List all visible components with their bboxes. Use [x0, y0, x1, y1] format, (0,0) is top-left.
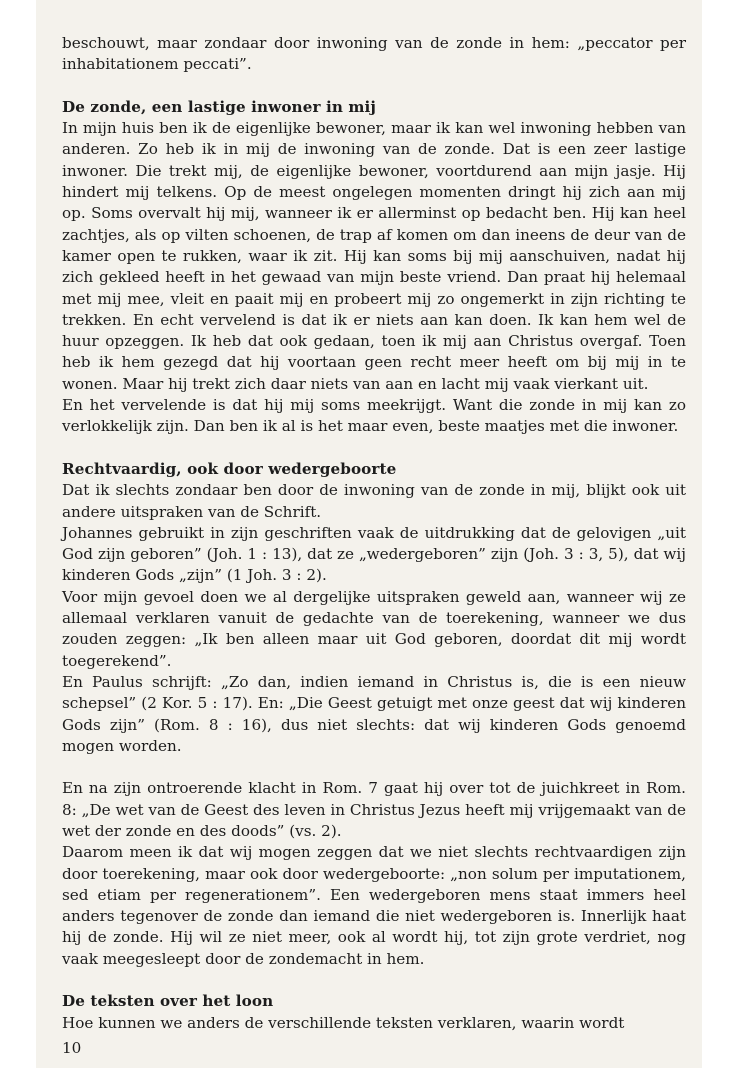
paragraph-gap	[62, 757, 686, 778]
paragraph: Hoe kunnen we anders de verschillende teksten verklaren, waarin wordt	[62, 1013, 625, 1032]
paragraph: In mijn huis ben ik de eigenlijke bewoner, maar ik kan wel inwoning hebben van anderen. Zo heb ik in mij de inwoning van de zonde. Dat is een zeer lastige inwoner. Die trekt mij, de eigenlijke bewoner, voortdurend aan mijn jasje. Hij hindert mij telkens. Op de meest ongelegen momenten dringt hij zich aan mij op. Soms overvalt hij mij, wanneer ik er allerminst op bedacht ben. Hij kan heel zachtjes, als op vilten schoenen, de trap af komen om dan ineens de deur van de kamer open te rukken, waar ik zit. Hij kan soms bij mij aanschuiven, nadat hij zich gekleed heeft in het gewaad van mijn beste vriend. Dan praat hij helemaal met mij mee, vleit en paait mij en probeert mij zo ongemerkt in zijn richting te trekken. En echt vervelend is dat ik er niets aan kan doen. Ik kan hem wel de huur opzeggen. Ik heb dat ook gedaan, toen ik mij aan Christus overgaf. Toen heb ik hem gezegd dat hij voortaan geen recht meer heeft om bij mij in te wonen. Maar hij trekt zich daar niets van aan en lacht mij vaak vierkant uit.	[62, 119, 686, 393]
section-heading: Rechtvaardig, ook door wedergeboorte	[62, 459, 397, 478]
section-gap	[62, 76, 686, 97]
intro-paragraph: beschouwt, maar zondaar door inwoning van de zonde in hem: „peccator per inhabitationem peccati”.	[62, 34, 686, 74]
paragraph: En het vervelende is dat hij mij soms meekrijgt. Want die zonde in mij kan zo verlokkelijk zijn. Dan ben ik al is het maar even, beste maatjes met die inwoner.	[62, 396, 686, 436]
paragraph: Dat ik slechts zondaar ben door de inwoning van de zonde in mij, blijkt ook uit andere uitspraken van de Schrift.	[62, 481, 686, 521]
section-heading: De zonde, een lastige inwoner in mij	[62, 97, 376, 116]
book-page	[36, 0, 702, 1068]
section-gap	[62, 970, 686, 991]
paragraph: Johannes gebruikt in zijn geschriften vaak de uitdrukking dat de gelovigen „uit God zijn geboren” (Joh. 1 : 13), dat ze „wedergeboren” zijn (Joh. 3 : 3, 5), dat wij kinderen Gods „zijn” (1 Joh. 3 : 2).	[62, 523, 686, 585]
paragraph: Voor mijn gevoel doen we al dergelijke uitspraken geweld aan, wanneer wij ze allemaal verklaren vanuit de gedachte van de toerekening, wanneer we dus zouden zeggen: „Ik ben alleen maar uit God geboren, doordat dit mij wordt toegerekend”.	[62, 587, 686, 670]
page-number: 10	[62, 1039, 82, 1057]
paragraph: En Paulus schrijft: „Zo dan, indien iemand in Christus is, die is een nieuw schepsel” (2 Kor. 5 : 17). En: „Die Geest getuigt met onze geest dat wij kinderen Gods zijn” (Rom. 8 : 16), dus niet slechts: dat wij kinderen Gods genoemd mogen worden.	[62, 672, 686, 755]
section-heading: De teksten over het loon	[62, 992, 274, 1011]
paragraph: Daarom meen ik dat wij mogen zeggen dat we niet slechts rechtvaardigen zijn door toerekening, maar ook door wedergeboorte: „non solum per imputationem, sed etiam per regenerationem”. Een wedergeboren mens staat immers heel anders tegenover de zonde dan iemand die niet wedergeboren is. Innerlijk haat hij de zonde. Hij wil ze niet meer, ook al wordt hij, tot zijn grote verdriet, nog vaak meegesleept door de zondemacht in hem.	[62, 843, 686, 968]
page-body	[62, 33, 686, 1034]
section-gap	[62, 438, 686, 459]
paragraph: En na zijn ontroerende klacht in Rom. 7 gaat hij over tot de juichkreet in Rom. 8: „De wet van de Geest des leven in Christus Jezus heeft mij vrijgemaakt van de wet der zonde en des doods” (vs. 2).	[62, 779, 686, 840]
